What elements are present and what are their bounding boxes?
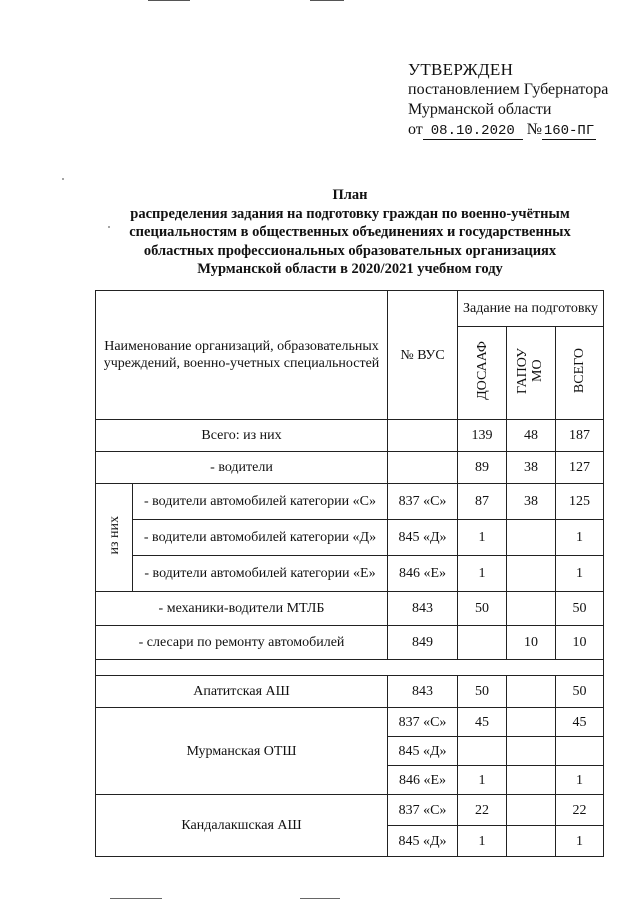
row-dosaaf: 87	[458, 484, 507, 520]
spacer-row	[96, 660, 604, 676]
row-gapou: 38	[507, 452, 556, 484]
row-name: Всего: из них	[96, 420, 388, 452]
approval-date: 08.10.2020	[423, 124, 523, 140]
title-line-3: специальностям в общественных объединениях и государственных	[129, 224, 571, 241]
header-dosaaf-label: ДОСААФ	[474, 341, 490, 400]
row-name: - водители автомобилей категории «С»	[133, 484, 388, 520]
row-vus: 837 «С»	[388, 708, 458, 737]
row-name: Мурманская ОТШ	[96, 708, 388, 795]
number-prefix: №	[526, 121, 543, 138]
row-total	[556, 737, 604, 766]
row-vus	[388, 452, 458, 484]
row-gapou	[507, 556, 556, 592]
header-total	[556, 327, 604, 420]
row-vus: 843	[388, 676, 458, 708]
header-gapou-label: ГАПОУ МО	[515, 347, 546, 394]
row-vus: 845 «Д»	[388, 520, 458, 556]
scan-speck	[62, 178, 64, 180]
row-dosaaf: 45	[458, 708, 507, 737]
table-row	[96, 520, 604, 556]
row-gapou	[507, 766, 556, 795]
document-title	[80, 186, 620, 279]
row-dosaaf: 1	[458, 826, 507, 857]
row-gapou: 48	[507, 420, 556, 452]
row-total: 22	[556, 795, 604, 826]
row-name: Кандалакшская АШ	[96, 795, 388, 857]
table-row	[96, 592, 604, 626]
row-gapou	[507, 737, 556, 766]
row-gapou	[507, 708, 556, 737]
header-gapou	[507, 327, 556, 420]
table-row	[96, 626, 604, 660]
table-row	[96, 795, 604, 826]
row-total: 125	[556, 484, 604, 520]
distribution-table	[95, 290, 604, 857]
approval-line-2: Мурманской области	[408, 101, 552, 118]
date-prefix: от	[408, 121, 423, 138]
table-row	[96, 556, 604, 592]
row-total: 45	[556, 708, 604, 737]
row-gapou	[507, 592, 556, 626]
header-total-label: ВСЕГО	[572, 347, 588, 394]
group-label: из них	[106, 515, 122, 555]
row-gapou: 38	[507, 484, 556, 520]
table-row	[96, 708, 604, 737]
row-total: 10	[556, 626, 604, 660]
title-line-5: Мурманской области в 2020/2021 учебном году	[197, 261, 503, 278]
row-name: - механики-водители МТЛБ	[96, 592, 388, 626]
scan-edge-line	[310, 0, 344, 1]
row-name: - слесари по ремонту автомобилей	[96, 626, 388, 660]
row-total: 1	[556, 520, 604, 556]
approval-number: 160-ПГ	[543, 123, 595, 139]
row-name: - водители	[96, 452, 388, 484]
row-dosaaf	[458, 737, 507, 766]
row-dosaaf: 50	[458, 592, 507, 626]
row-dosaaf: 22	[458, 795, 507, 826]
row-total: 1	[556, 826, 604, 857]
header-row	[96, 291, 604, 327]
approval-date-line	[408, 120, 633, 140]
row-gapou	[507, 520, 556, 556]
scan-edge-line	[110, 898, 162, 899]
row-total: 50	[556, 676, 604, 708]
row-vus: 849	[388, 626, 458, 660]
row-dosaaf: 50	[458, 676, 507, 708]
table-row	[96, 420, 604, 452]
row-vus: 845 «Д»	[388, 737, 458, 766]
header-vus: № ВУС	[388, 291, 458, 420]
row-total: 50	[556, 592, 604, 626]
row-gapou	[507, 826, 556, 857]
scan-edge-line	[148, 0, 190, 1]
table-row	[96, 484, 604, 520]
row-name: - водители автомобилей категории «Д»	[133, 520, 388, 556]
row-vus: 837 «С»	[388, 484, 458, 520]
row-vus: 846 «Е»	[388, 766, 458, 795]
row-total: 127	[556, 452, 604, 484]
row-dosaaf: 139	[458, 420, 507, 452]
row-name: - водители автомобилей категории «Е»	[133, 556, 388, 592]
row-vus: 843	[388, 592, 458, 626]
header-name: Наименование организаций, образовательных учреждений, военно-учетных специальностей	[96, 291, 388, 420]
row-total: 1	[556, 766, 604, 795]
title-line-4: областных профессиональных образовательных организациях	[143, 242, 557, 259]
row-gapou	[507, 676, 556, 708]
approval-block	[408, 60, 633, 140]
row-name: Апатитская АШ	[96, 676, 388, 708]
row-dosaaf: 1	[458, 556, 507, 592]
row-vus: 846 «Е»	[388, 556, 458, 592]
row-vus	[388, 420, 458, 452]
row-vus: 837 «С»	[388, 795, 458, 826]
row-gapou	[507, 795, 556, 826]
scan-edge-line	[300, 898, 340, 899]
row-dosaaf: 89	[458, 452, 507, 484]
table-row	[96, 676, 604, 708]
title-line-1: План	[332, 187, 368, 203]
approval-heading: УТВЕРЖДЕН	[408, 60, 514, 79]
row-dosaaf: 1	[458, 766, 507, 795]
row-total: 187	[556, 420, 604, 452]
row-total: 1	[556, 556, 604, 592]
header-task-group: Задание на подготовку	[458, 291, 604, 327]
row-vus: 845 «Д»	[388, 826, 458, 857]
approval-line-1: постановлением Губернатора	[408, 81, 609, 98]
group-label-cell	[96, 484, 133, 592]
row-dosaaf: 1	[458, 520, 507, 556]
row-gapou: 10	[507, 626, 556, 660]
title-line-2: распределения задания на подготовку граждан по военно-учётным	[130, 205, 570, 222]
row-dosaaf	[458, 626, 507, 660]
spacer-cell	[96, 660, 604, 676]
table-row	[96, 452, 604, 484]
header-dosaaf	[458, 327, 507, 420]
